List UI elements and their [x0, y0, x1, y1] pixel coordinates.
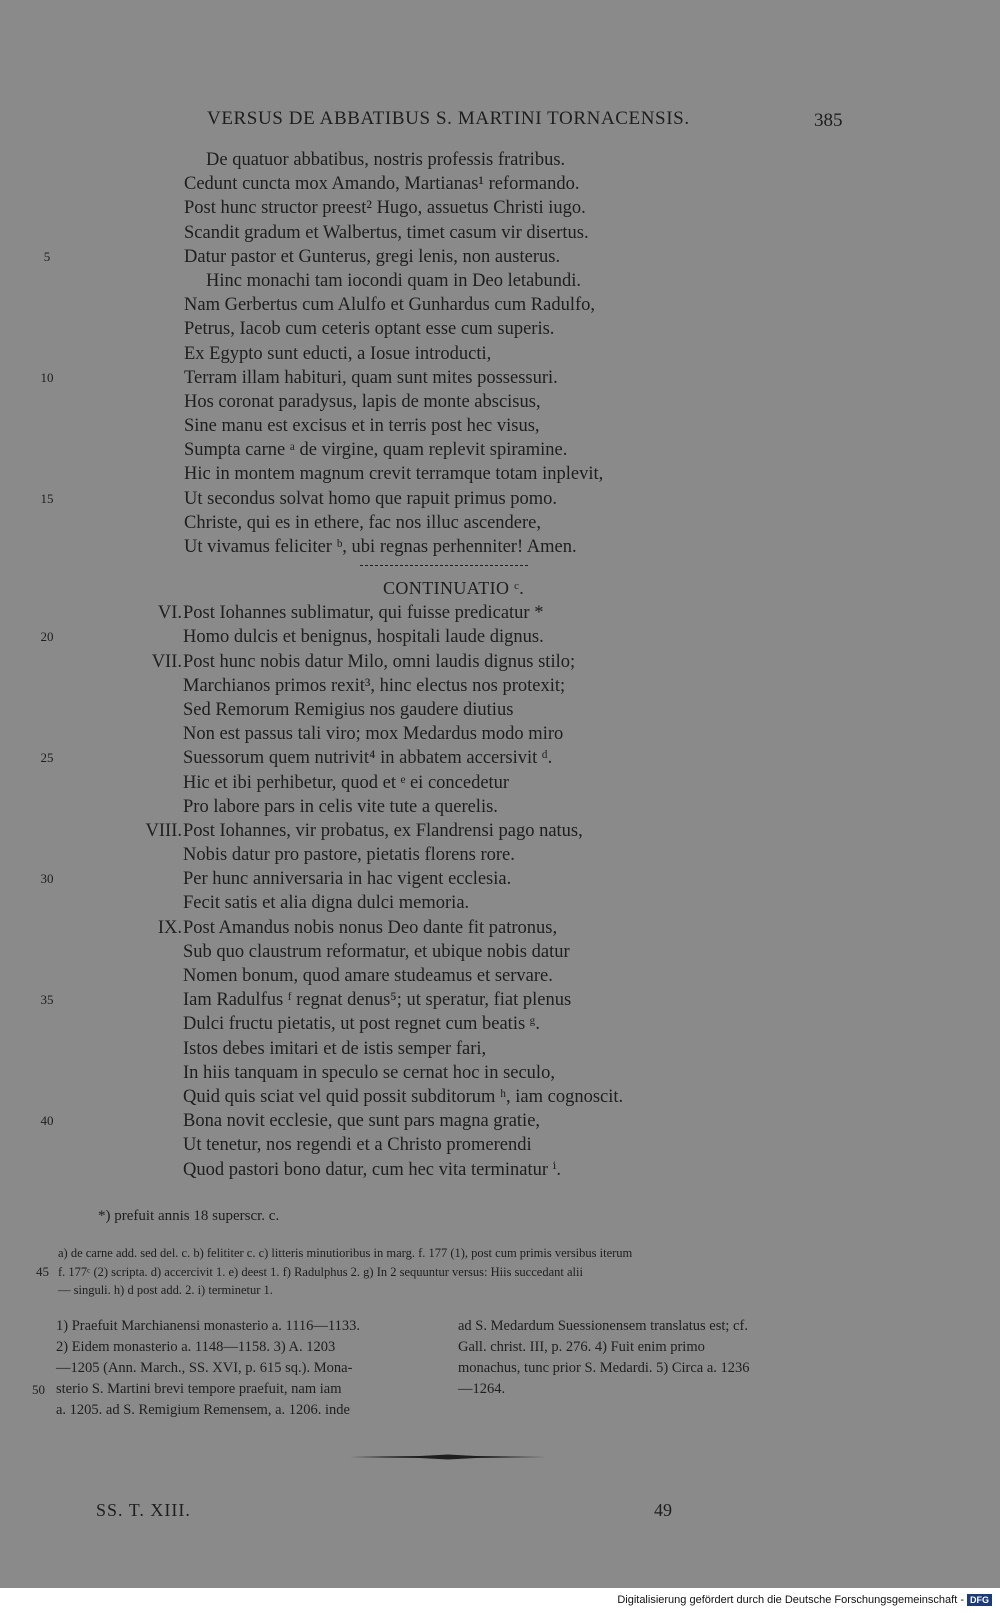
verse-text: In hiis tanquam in speculo se cernat hoc in seculo,: [183, 1062, 555, 1083]
verse-text: Hos coronat paradysus, lapis de monte abscisus,: [184, 391, 541, 412]
verse-text: Post Amandus nobis nonus Deo dante fit patronus,: [183, 917, 558, 938]
abbot-numeral: IX.: [157, 917, 182, 938]
running-header: [0, 108, 1000, 134]
verse-text: Ut tenetur, nos regendi et a Christo promerendi: [183, 1135, 532, 1156]
verse-text: Ut secondus solvat homo que rapuit primus pomo.: [184, 488, 558, 509]
running-title: VERSUS DE ABBATIBUS S. MARTINI TORNACENSIS.: [207, 108, 690, 129]
continuatio-line: [0, 650, 1000, 674]
poem-line: [0, 511, 1000, 535]
footnote-line: [32, 1358, 444, 1379]
footnote-line: [32, 1400, 444, 1421]
continuatio-line: [0, 964, 1000, 988]
line-number: 45: [36, 1263, 49, 1279]
poem-line: [0, 196, 1000, 220]
continuatio-line: [0, 1109, 1000, 1133]
line-number: 30: [40, 871, 54, 887]
verse-text: Datur pastor et Gunterus, gregi lenis, non austerus.: [184, 246, 561, 267]
verse-text: Per hunc anniversaria in hac vigent ecclesia.: [183, 869, 512, 890]
continuatio-line: [0, 1012, 1000, 1036]
verse-text: Quod pastori bono datur, cum hec vita terminatur ⁱ.: [183, 1159, 562, 1180]
critical-note-text: a) de carne add. sed del. c. b) felititer c. c) litteris minutioribus in marg. f. 177 (1), post cum primis versibus iterum: [58, 1246, 633, 1260]
verse-text: Nobis datur pro pastore, pietatis florens rore.: [183, 845, 515, 866]
continuatio-line: [0, 746, 1000, 770]
poem-line: [0, 390, 1000, 414]
poem-line: [0, 438, 1000, 462]
line-number: 5: [43, 248, 51, 264]
verse-text: Cedunt cuncta mox Amando, Martianas¹ reformando.: [184, 174, 580, 195]
critical-note-text: — singuli. h) d post add. 2. i) terminetur 1.: [58, 1283, 273, 1297]
verse-text: Ex Egypto sunt educti, a Iosue introducti,: [184, 343, 492, 364]
continuatio-line: [0, 1061, 1000, 1085]
continuatio-line: [0, 1158, 1000, 1182]
continuatio-line: [0, 625, 1000, 649]
line-number: 50: [32, 1382, 45, 1397]
footnote-text: Gall. christ. III, p. 276. 4) Fuit enim primo: [458, 1339, 705, 1355]
continuatio-line: [0, 1133, 1000, 1157]
verse-text: Petrus, Iacob cum ceteris optant esse cum superis.: [184, 319, 555, 340]
footnote-text: ad S. Medardum Suessionensem translatus est; cf.: [458, 1318, 748, 1334]
verse-text: Hic et ibi perhibetur, quod et ᵉ ei concedetur: [183, 772, 510, 793]
verse-text: Post hunc nobis datur Milo, omni laudis dignus stilo;: [183, 651, 576, 672]
poem-line: [0, 148, 1000, 172]
verse-text: Sed Remorum Remigius nos gaudere diutius: [183, 699, 514, 720]
continuatio-line: [0, 698, 1000, 722]
footnote-text: —1205 (Ann. March., SS. XVI, p. 615 sq.). Mona-: [56, 1360, 353, 1376]
continuatio-line: [0, 1037, 1000, 1061]
abbot-numeral: VI.: [157, 603, 182, 624]
signature-mark: 49: [654, 1500, 672, 1520]
verse-text: Sine manu est excisus et in terris post hec visus,: [184, 416, 540, 437]
poem-line: [0, 366, 1000, 390]
verse-text: Quid quis sciat vel quid possit subditorum ʰ, iam cognoscit.: [183, 1086, 624, 1107]
continuatio-line: [0, 867, 1000, 891]
page-number: 385: [814, 110, 843, 131]
poem-line: [0, 293, 1000, 317]
critical-note-text: f. 177ᶜ (2) scripta. d) accercivit 1. e) deest 1. f) Radulphus 2. g) In 2 sequuntur versus: Hiis succedant alii: [58, 1264, 583, 1279]
critical-apparatus: [36, 1244, 846, 1300]
poem-lines: [0, 148, 1000, 559]
line-number: 40: [40, 1113, 54, 1129]
continuatio-line: [0, 891, 1000, 915]
line-number: 35: [40, 992, 54, 1008]
continuatio-line: [0, 795, 1000, 819]
continuatio-line: [0, 916, 1000, 940]
verse-text: Marchianos primos rexit³, hinc electus nos protexit;: [183, 675, 566, 696]
footnote-text: monachus, tunc prior S. Medardi. 5) Circa a. 1236: [458, 1360, 750, 1376]
line-number: 20: [40, 629, 54, 645]
footnote-text: 2) Eidem monasterio a. 1148—1158. 3) A. 1203: [56, 1339, 336, 1355]
verse-text: Fecit satis et alia digna dulci memoria.: [183, 893, 470, 914]
poem-line: [0, 269, 1000, 293]
continuatio-line: [0, 601, 1000, 625]
critical-note-line: [36, 1281, 846, 1300]
continuatio-line: [0, 843, 1000, 867]
verse-text: Nomen bonum, quod amare studeamus et servare.: [183, 966, 553, 986]
footnotes-column-right: [458, 1316, 846, 1400]
verse-text: Hic in montem magnum crevit terramque totam inplevit,: [184, 464, 604, 485]
tailpiece-ornament: [350, 1454, 546, 1460]
verse-text: De quatuor abbatibus, nostris professis fratribus.: [206, 150, 566, 170]
verse-text: Nam Gerbertus cum Alulfo et Gunhardus cum Radulfo,: [184, 295, 596, 316]
volume-mark: SS. T. XIII.: [96, 1500, 191, 1520]
verse-text: Dulci fructu pietatis, ut post regnet cum beatis ᵍ.: [183, 1014, 540, 1035]
footnote-text: a. 1205. ad S. Remigium Remensem, a. 1206. inde: [56, 1402, 350, 1418]
critical-note-line: [36, 1263, 846, 1282]
poem-line: [0, 462, 1000, 486]
verse-text: Hinc monachi tam iocondi quam in Deo letabundi.: [206, 270, 582, 291]
footnote-text: sterio S. Martini brevi tempore praefuit, nam iam: [56, 1381, 342, 1397]
footnotes-column-left: [32, 1316, 444, 1421]
continuatio-line: [0, 674, 1000, 698]
footnote-line: [458, 1379, 846, 1400]
dfg-logo: DFG: [967, 1594, 992, 1606]
poem-line: [0, 221, 1000, 245]
poem-line: [0, 535, 1000, 559]
separator-rule: [0, 559, 1000, 575]
footnote-text: —1264.: [458, 1381, 506, 1397]
verse-text: Suessorum quem nutrivit⁴ in abbatem accersivit ᵈ.: [183, 748, 553, 769]
continuatio-lines: [0, 601, 1000, 1182]
verse-text: Homo dulcis et benignus, hospitali laude dignus.: [183, 627, 544, 648]
footnote-line: [458, 1337, 846, 1358]
poem-line: [0, 414, 1000, 438]
verse-text: Pro labore pars in celis vite tute a querelis.: [183, 796, 498, 817]
continuatio-title: CONTINUATIO ᶜ.: [383, 578, 525, 599]
continuatio-line: [0, 771, 1000, 795]
continuatio-heading: [0, 575, 1000, 601]
footnote-line: [32, 1316, 444, 1337]
critical-note-line: [36, 1244, 846, 1263]
verse-text: Sumpta carne ᵃ de virgine, quam replevit spiramine.: [184, 440, 568, 461]
verse-text: Iam Radulfus ᶠ regnat denus⁵; ut speratur, fiat plenus: [183, 990, 572, 1011]
verse-text: Post hunc structor preest² Hugo, assuetus Christi iugo.: [184, 198, 586, 219]
continuatio-line: [0, 1085, 1000, 1109]
digitization-credit: [617, 1594, 992, 1606]
verse-text: Terram illam habituri, quam sunt mites possessuri.: [184, 367, 558, 388]
verse-text: Bona novit ecclesie, que sunt pars magna gratie,: [183, 1111, 541, 1132]
verse-text: Istos debes imitari et de istis semper fari,: [183, 1038, 487, 1059]
continuatio-line: [0, 940, 1000, 964]
poem-text: [0, 148, 1000, 1182]
line-number: 15: [40, 490, 54, 506]
star-note: *) prefuit annis 18 superscr. c.: [98, 1208, 280, 1224]
footnote-line: [458, 1358, 846, 1379]
poem-line: [0, 245, 1000, 269]
verse-text: Christe, qui es in ethere, fac nos illuc ascendere,: [184, 512, 542, 533]
verse-text: Post Iohannes sublimatur, qui fuisse predicatur *: [183, 603, 544, 624]
poem-line: [0, 172, 1000, 196]
poem-line: [0, 317, 1000, 341]
continuatio-line: [0, 722, 1000, 746]
continuatio-line: [0, 819, 1000, 843]
line-number: 10: [40, 369, 54, 385]
verse-text: Post Iohannes, vir probatus, ex Flandrensi pago natus,: [183, 820, 583, 841]
footnote-line: [458, 1316, 846, 1337]
abbot-numeral: VIII.: [145, 820, 182, 841]
line-number: 25: [40, 750, 54, 766]
footnote-text: 1) Praefuit Marchianensi monasterio a. 1116—1133.: [56, 1318, 361, 1334]
continuatio-line: [0, 988, 1000, 1012]
footnote-line: [32, 1337, 444, 1358]
poem-line: [0, 342, 1000, 366]
poem-line: [0, 487, 1000, 511]
verse-text: Non est passus tali viro; mox Medardus modo miro: [183, 724, 564, 745]
verse-text: Sub quo claustrum reformatur, et ubique nobis datur: [183, 941, 570, 962]
abbot-numeral: VII.: [151, 651, 182, 672]
verse-text: Ut vivamus feliciter ᵇ, ubi regnas perhenniter! Amen.: [184, 537, 577, 557]
verse-text: Scandit gradum et Walbertus, timet casum vir disertus.: [184, 222, 589, 243]
credit-text: Digitalisierung gefördert durch die Deutsche Forschungsgemeinschaft -: [617, 1594, 964, 1606]
footnote-line: [32, 1379, 444, 1400]
